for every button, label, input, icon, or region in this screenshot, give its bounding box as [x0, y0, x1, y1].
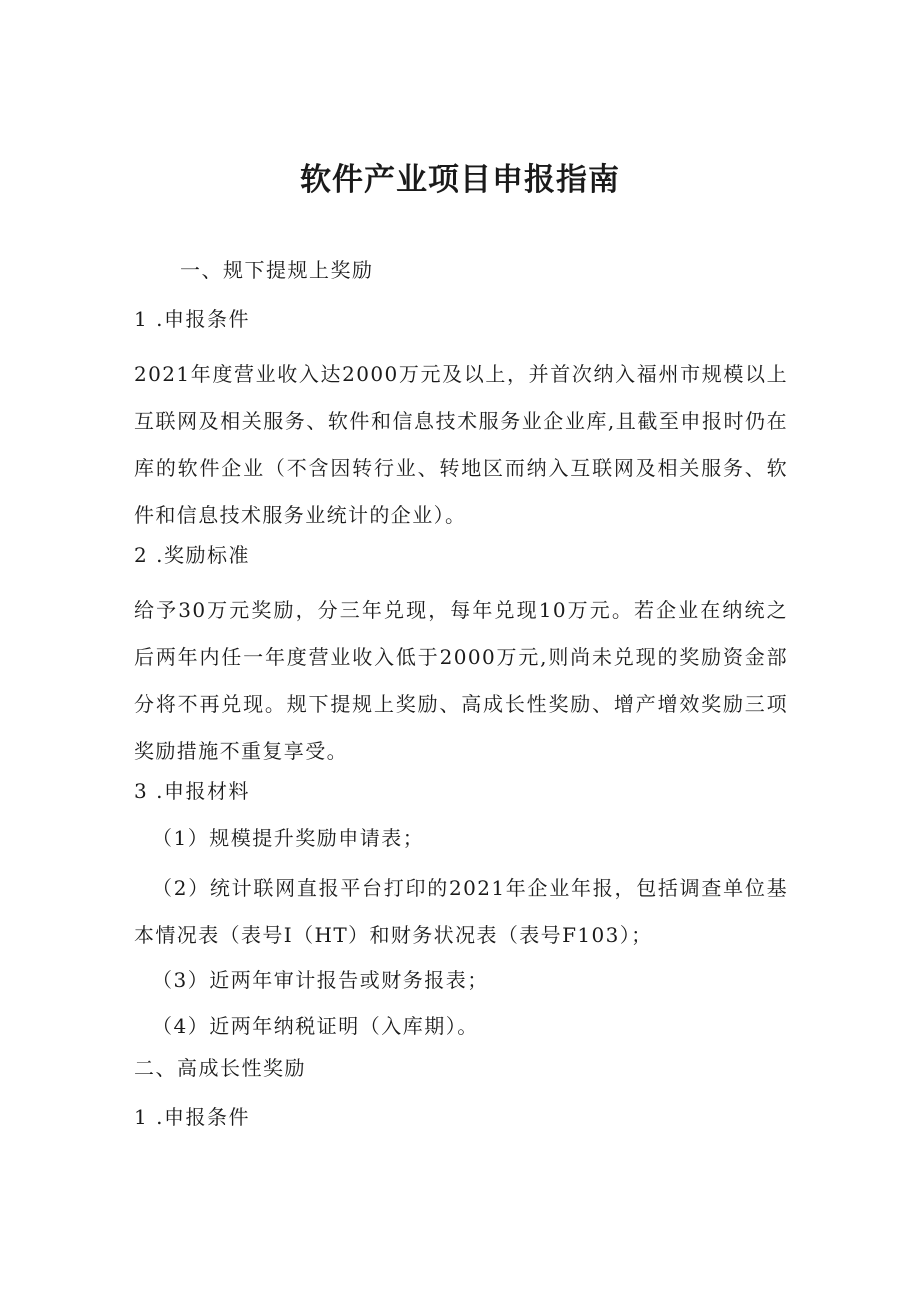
section-1-item-1-heading: 1 .申报条件: [134, 307, 250, 331]
document-title: 软件产业项目申报指南: [300, 162, 620, 198]
section-1-item-3-heading: 3 .申报材料: [134, 779, 250, 803]
material-item: （1）规模提升奖励申请表；: [152, 826, 425, 850]
section-1-heading: 一、规下提规上奖励: [180, 258, 374, 282]
section-2-heading: 二、高成长性奖励: [134, 1056, 306, 1080]
material-item: （3）近两年审计报告或财务报表；: [152, 968, 489, 992]
material-item: （2）统计联网直报平台打印的2021年企业年报，包括调查单位基本情况表（表号I（HT）和财务状况表（表号F103）；: [134, 876, 788, 947]
section-2-item-1-heading: 1 .申报条件: [134, 1105, 250, 1129]
section-1-item-1-text: 2021年度营业收入达2000万元及以上，并首次纳入福州市规模以上互联网及相关服务、软件和信息技术服务业企业库,且截至申报时仍在库的软件企业（不含因转行业、转地区而纳入互联网及相关服务、软件和信息技术服务业统计的企业）。: [134, 362, 788, 527]
section-1-item-2-text: 给予30万元奖励，分三年兑现，每年兑现10万元。若企业在纳统之后两年内任一年度营业收入低于2000万元,则尚未兑现的奖励资金部分将不再兑现。规下提规上奖励、高成长性奖励、增产增效奖励三项奖励措施不重复享受。: [134, 598, 788, 763]
section-1-item-2-heading: 2 .奖励标准: [134, 543, 250, 567]
material-item: （4）近两年纳税证明（入库期）。: [152, 1014, 479, 1038]
